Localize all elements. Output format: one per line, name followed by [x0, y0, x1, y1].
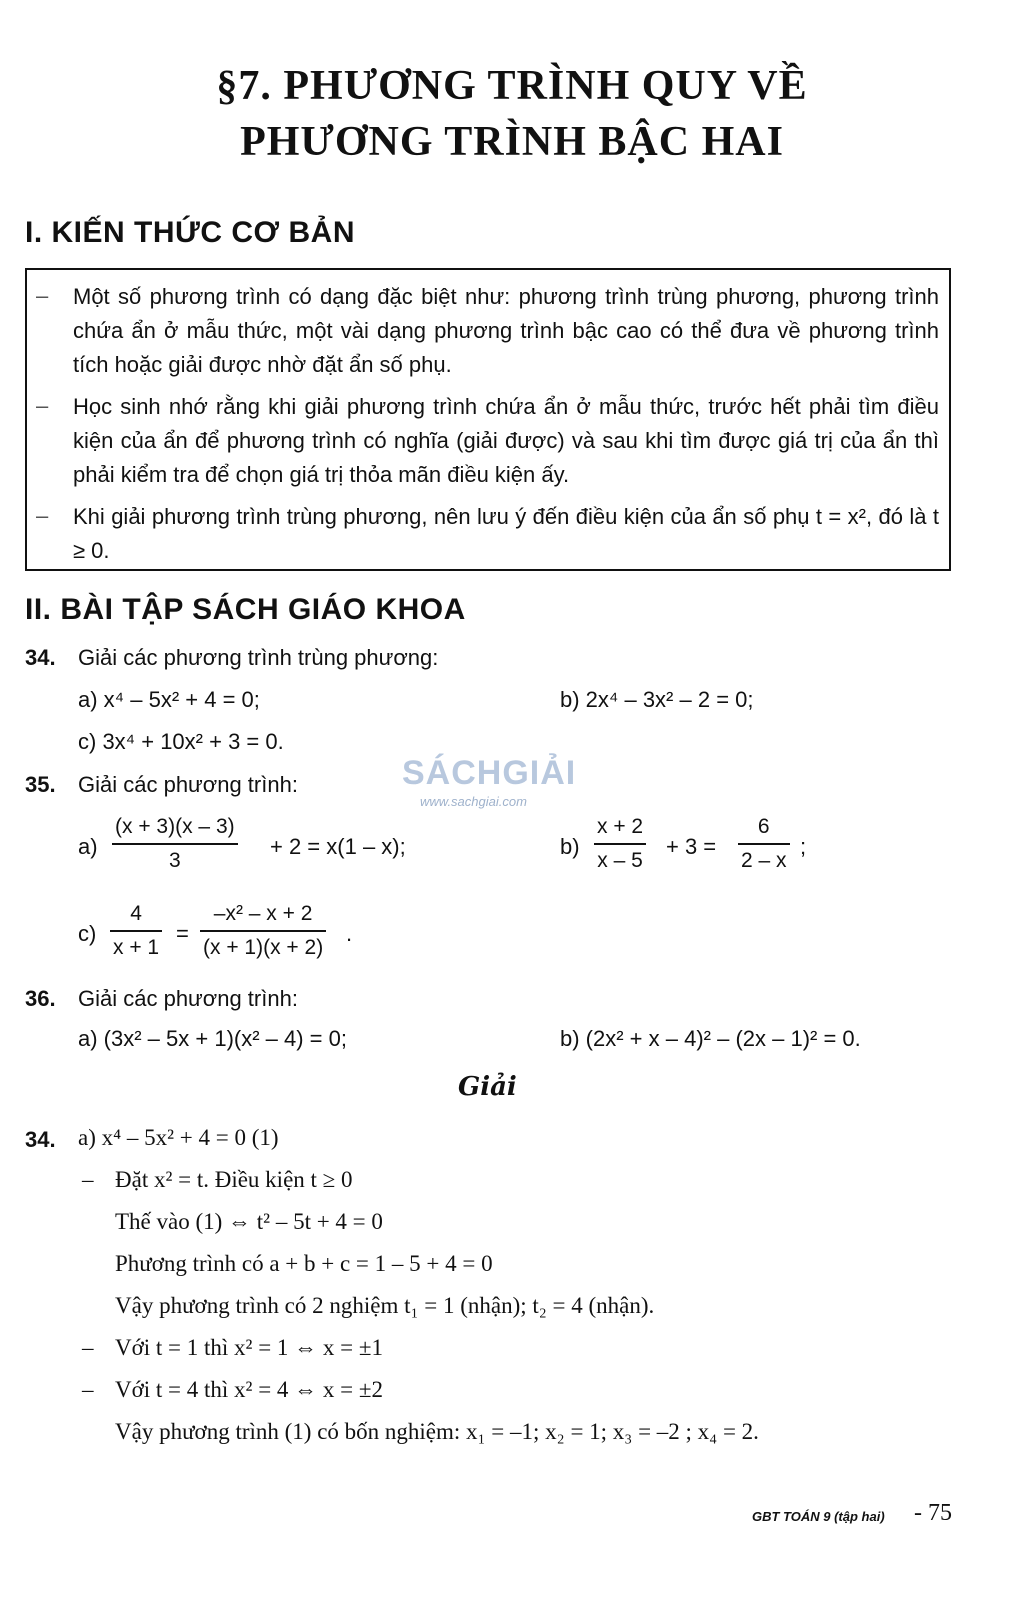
exercise-number: 36.: [25, 986, 56, 1011]
denominator: 2 – x: [741, 848, 787, 872]
solution-heading: Giải: [458, 1072, 517, 1102]
bullet-dash: –: [36, 393, 49, 418]
numerator: x + 2: [597, 815, 644, 838]
numerator: 6: [757, 815, 770, 838]
exercise-label: c): [78, 921, 97, 946]
denominator: x – 5: [597, 848, 643, 872]
exercise-number: 34.: [25, 645, 56, 670]
exercise-label: b): [560, 834, 580, 859]
bullet-dash: –: [36, 283, 49, 308]
numerator: –x² – x + 2: [213, 902, 313, 925]
numerator: 4: [130, 902, 142, 925]
solution-line: Vậy phương trình (1) có bốn nghiệm: x₁ = –1; x₂ = 1; x₃ = –2 ; x₄ = 2.: [115, 1419, 759, 1444]
fraction-35b-right: [738, 815, 790, 873]
fraction-35c-right: [200, 902, 326, 960]
solution-line: a) x⁴ – 5x² + 4 = 0 (1): [78, 1125, 279, 1150]
page-title-line2: PHƯƠNG TRÌNH BẬC HAI: [240, 119, 784, 165]
exercise-34b: b) 2x⁴ – 3x² – 2 = 0;: [560, 687, 754, 712]
fraction-bar: [112, 843, 238, 845]
equals-sign: =: [176, 921, 189, 946]
solution-line: Với t = 1 thì x² = 1 ⇔ x = ±1: [115, 1335, 384, 1360]
watermark-url: www.sachgiai.com: [420, 794, 527, 809]
watermark-brand: SÁCHGIẢI: [402, 754, 577, 792]
numerator: (x + 3)(x – 3): [115, 815, 235, 838]
equation-end: .: [346, 921, 353, 946]
footer-separator: -: [914, 1500, 922, 1526]
fraction-bar: [594, 843, 646, 845]
solution-number: 34.: [25, 1127, 56, 1152]
solution-line: Phương trình có a + b + c = 1 – 5 + 4 = 0: [115, 1251, 493, 1276]
solution-line: Đặt x² = t. Điều kiện t ≥ 0: [115, 1167, 353, 1192]
denominator: x + 1: [113, 935, 160, 959]
page-title-line1: §7. PHƯƠNG TRÌNH QUY VỀ: [216, 63, 808, 109]
solution-dash: –: [82, 1167, 94, 1192]
solution-dash: –: [82, 1377, 94, 1402]
knowledge-item-3: Khi giải phương trình trùng phương, nên lưu ý đến điều kiện của ẩn số phụ t = x², đó là t ≥ 0.: [73, 504, 939, 563]
fraction-35a: [112, 815, 238, 873]
bullet-dash: –: [36, 503, 49, 528]
equation-mid: + 3 =: [666, 834, 717, 859]
fraction-bar: [200, 930, 326, 932]
solution-line: Thế vào (1) ⇔ t² – 5t + 4 = 0: [115, 1209, 383, 1234]
exercise-prompt: Giải các phương trình:: [78, 772, 298, 797]
exercise-number: 35.: [25, 772, 56, 797]
exercise-prompt: Giải các phương trình trùng phương:: [78, 645, 439, 670]
footer-book-title: GBT TOÁN 9 (tập hai): [752, 1509, 885, 1524]
solution-line: Vậy phương trình có 2 nghiệm t₁ = 1 (nhận); t₂ = 4 (nhận).: [115, 1293, 655, 1318]
denominator: (x + 1)(x + 2): [203, 935, 324, 959]
exercise-36a: a) (3x² – 5x + 1)(x² – 4) = 0;: [78, 1026, 347, 1051]
exercise-label: a): [78, 834, 98, 859]
fraction-bar: [738, 843, 790, 845]
equation-end: ;: [800, 834, 807, 859]
denominator: 3: [168, 848, 181, 872]
exercise-34c: c) 3x⁴ + 10x² + 3 = 0.: [78, 729, 284, 754]
exercise-36b: b) (2x² + x – 4)² – (2x – 1)² = 0.: [560, 1026, 861, 1051]
solution-dash: –: [82, 1335, 94, 1360]
fraction-bar: [110, 930, 162, 932]
knowledge-item-2: Học sinh nhớ rằng khi giải phương trình chứa ẩn ở mẫu thức, trước hết phải tìm điều kiện của ẩn để phương trình có nghĩa (giải được) và sau khi tìm được giá trị của ẩn thì phải kiểm tra để chọn giá trị thỏa mãn điều kiện ấy.: [73, 394, 939, 487]
exercise-prompt: Giải các phương trình:: [78, 986, 298, 1011]
fraction-35b-left: [594, 815, 646, 873]
fraction-35c-left: [110, 902, 162, 960]
equation-rest: + 2 = x(1 – x);: [270, 834, 406, 859]
exercise-34a: a) x⁴ – 5x² + 4 = 0;: [78, 687, 260, 712]
section-heading-bai-tap: II. BÀI TẬP SÁCH GIÁO KHOA: [25, 593, 466, 626]
knowledge-item-1: Một số phương trình có dạng đặc biệt như: phương trình trùng phương, phương trình chứa ẩn ở mẫu thức, một vài dạng phương trình bậc cao có thể đưa về phương trình tích hoặc giải được nhờ đặt ẩn số phụ.: [73, 284, 939, 377]
page-number: 75: [928, 1500, 952, 1526]
solution-line: Với t = 4 thì x² = 4 ⇔ x = ±2: [115, 1377, 384, 1402]
section-heading-kien-thuc: I. KIẾN THỨC CƠ BẢN: [25, 216, 355, 249]
